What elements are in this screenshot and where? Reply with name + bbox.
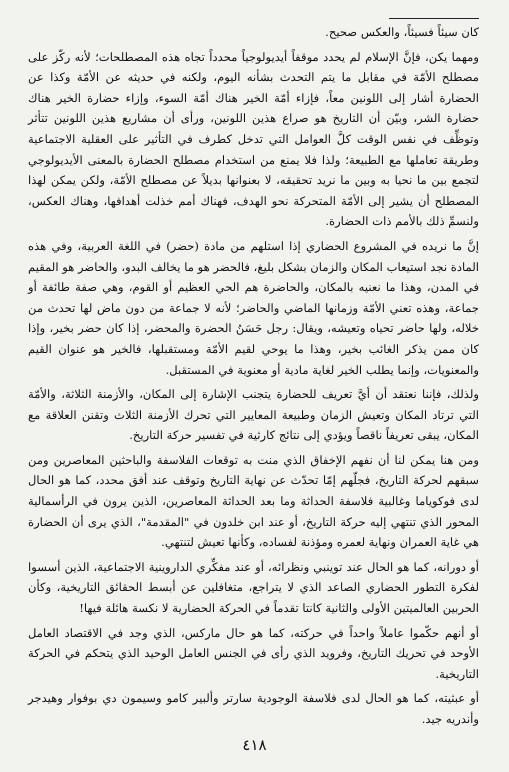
paragraph-3: إنَّ ما نريده في المشروع الحضاري إذا استلهم من مادة (حضر) في اللغة العربية، وفي هذه المادة نجد استيعاب المكان والزمان بشكل بليغ، فالحضر هو ما يخالف البدو، والحاضر هو المقيم في المدن، وهذا ما نعنيه بالمكان، والحاضرة هم الحي العظيم أو القوم، وهي صفة طائفة أو جماعة، وهذه تعني الأمّة وزمانها الماضي والحاضر؛ لأنه لا جماعة من دون ماض لها تحدث من خلاله، ولها حاضر تحياه وتعيشه، ويقال: رجل حَسَنُ الحضرة والمحضر، إذا كان حضر بخير، وإذا كان ممن يذكر الغائب بخير، وهذا ما يوحي لقيم الأمّة ومستقبلها، فالخير هو عنوان القيم والمعنويات، وإنما يطلب الخير لغاية مادية أو معنوية في المستقبل. bbox=[28, 238, 479, 377]
page-body bbox=[28, 22, 479, 730]
paragraph-1: كان سيئاً فسيئاً، والعكس صحيح. bbox=[325, 25, 479, 39]
paragraph-2: ومهما يكن، فإنَّ الإسلام لم يحدد موقفاً أيديولوجياً محدداً تجاه هذه المصطلحات؛ لأنه ركّز على مصطلح الأمّة في مقابل ما يتم التحدث بشأنه اليوم، ولكنه في حديثه عن الأمّة وكذا عن الحضارة أشار إلى اللونين معاً، فإزاء أمّة الخير هناك أمّة السوء، وإزاء حضارة الخير هناك حضارة الشر، وبيّن أن التاريخ هو صراع هذين اللونين، ورأى أن مشاريع هذين اللونين تتأثر وتوظِّف في نفس الوقت كلَّ العوامل التي تدخل كطرف في التأثير على العقلية الاجتماعية وطريقة تعاملها مع الطبيعة؛ ولذا فلا يمنع من استخدام مصطلح الحضارة بالمعنى الأيديولوجي لتجمع بين ما نحيا به وبين ما نريد تحقيقه، لا بعنوانها بديلاً عن مصطلح الأمّة، ولكن يمكن لهذا المصطلح أن يشير إلى الأمّة المتحركة نحو الهدف، فهناك أمم خذلت أهدافها، وهناك العكس، ولنسمِّ ذلك بالأمم ذات الحضارة. bbox=[28, 49, 479, 229]
page-number: ٤١٨ bbox=[242, 736, 267, 754]
paragraph-6: أو دورانه، كما هو الحال عند توينبي ونظرائه، أو عند مفكِّري الداروينية الاجتماعية، الذين أسسوا لفكرة التطور الحضاري الصاعد الذي لا يتراجع، متغافلين عن أبسط الحقائق التاريخية، وكأن الحربين العالميتين الأولى والثانية كانتا تقدماً في الحركة الحضارية لا نكسة هائلة فيها! bbox=[28, 559, 479, 616]
paragraph-7: أو أنهم حكّموا عاملاً واحداً في حركته، كما هو حال ماركس، الذي وجد في الاقتصاد العامل الأوحد في تحريك التاريخ، وفرويد الذي رأى في الجنس العامل الوحيد الذي يتحكم في الحركة التاريخية. bbox=[28, 625, 479, 681]
paragraph-5: ومن هنا يمكن لنا أن نفهم الإخفاق الذي منت به توقعات الفلاسفة والباحثين المعاصرين ومن سبقهم لحركة التاريخ، فجلّهم إمّا تحدّث عن نهاية التاريخ وتوقف عند أفق محدد، كما هو الحال لدى فوكوياما وغالبية فلاسفة الحداثة وما بعد الحداثة المعاصرين، الذين يرون في الرأسمالية المحور الذي تنتهي إليه حركة التاريخ، أو عند ابن خلدون في "المقدمة"، الذي يرى أن الحضارة هي غاية العمران ونهاية لعمره ومؤذنة لفساده، وكأنها تعيش لتنتهي. bbox=[28, 452, 479, 550]
paragraph-8: أو عبثيته، كما هو الحال لدى فلاسفة الوجودية سارتر وألبير كامو وسيمون دي بوفوار وهيدجر وأندريه جيد. bbox=[28, 691, 479, 726]
paragraph-4: ولذلك، فإننا نعتقد أن أيَّ تعريف للحضارة يتجنب الإشارة إلى المكان، والأزمنة الثلاثة، والأمّة التي ترتاد المكان وتعيش الزمان وطبيعة المعايير التي تحرك الأزمنة الثلاث وتقنن العلاقة مع المكان، يبقى تعريفاً ناقصاً ويؤدي إلى نتائج كارثية في تفسير حركة التاريخ. bbox=[28, 387, 479, 443]
